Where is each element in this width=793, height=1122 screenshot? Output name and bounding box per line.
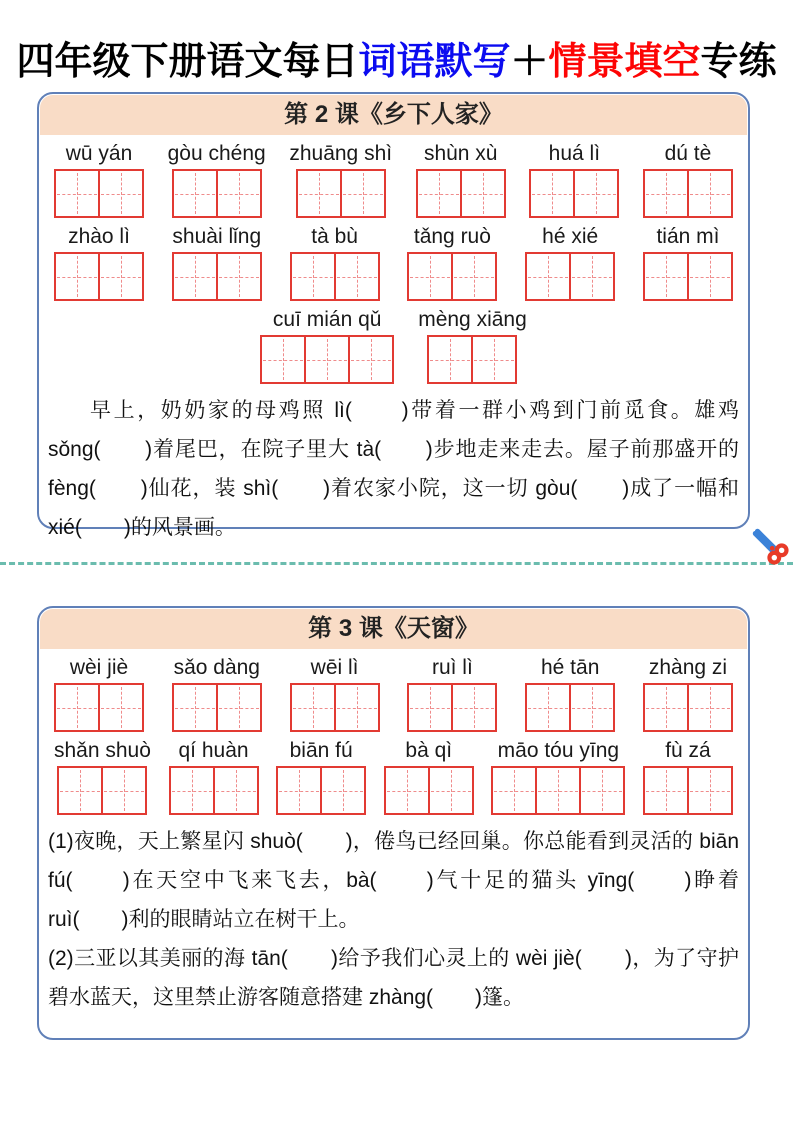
- pinyin-label: cuī mián qǔ: [272, 308, 382, 331]
- pinyin-label: biān fú: [289, 739, 353, 762]
- grid-cell: [407, 252, 453, 301]
- grid-cell: [451, 252, 497, 301]
- grid-cell: [54, 683, 100, 732]
- lesson-2-body: [39, 142, 748, 547]
- grid-cell: [172, 683, 218, 732]
- writing-grid: [384, 766, 474, 815]
- grid-cell: [643, 252, 689, 301]
- word-block: [407, 225, 497, 301]
- title-segment: 词语默写: [358, 41, 511, 83]
- word-block: [169, 739, 259, 815]
- grid-cell: [290, 683, 336, 732]
- title-segment: 四年级下册语文每日: [16, 41, 359, 83]
- writing-grid: [643, 169, 733, 218]
- word-block: [491, 739, 625, 815]
- pinyin-label: gòu chéng: [167, 142, 266, 165]
- grid-cell: [169, 766, 215, 815]
- grid-cell: [460, 169, 506, 218]
- lesson-3-header: 第 3 课《天窗》: [40, 609, 747, 649]
- pinyin-label: huá lì: [548, 142, 601, 165]
- writing-grid: [54, 252, 144, 301]
- writing-grid: [416, 169, 506, 218]
- pinyin-label: mèng xiāng: [418, 308, 527, 331]
- pinyin-label: ruì lì: [431, 656, 473, 679]
- pinyin-label: wū yán: [65, 142, 133, 165]
- word-block: [643, 739, 733, 815]
- grid-cell: [334, 252, 380, 301]
- title-segment: ＋: [510, 41, 549, 83]
- grid-cell: [304, 335, 350, 384]
- pinyin-label: sǎo dàng: [173, 656, 260, 679]
- grid-cell: [334, 683, 380, 732]
- grid-cell: [471, 335, 517, 384]
- scissors-icon: [747, 523, 789, 565]
- grid-cell: [643, 766, 689, 815]
- word-block: [643, 656, 733, 732]
- grid-cell: [687, 252, 733, 301]
- grid-cell: [529, 169, 575, 218]
- pinyin-label: tián mì: [656, 225, 720, 248]
- grid-cell: [384, 766, 430, 815]
- grid-cell: [348, 335, 394, 384]
- word-block: [54, 656, 144, 732]
- grid-cell: [535, 766, 581, 815]
- pinyin-label: dú tè: [664, 142, 712, 165]
- word-block: [407, 656, 497, 732]
- grid-cell: [643, 683, 689, 732]
- word-block: [172, 656, 262, 732]
- writing-grid: [525, 252, 615, 301]
- word-block: [384, 739, 474, 815]
- writing-grid: [172, 683, 262, 732]
- word-block: [416, 142, 506, 218]
- grid-cell: [54, 252, 100, 301]
- lesson-3-card: [37, 606, 750, 1040]
- writing-grid: [54, 169, 144, 218]
- pinyin-label: zhàng zi: [648, 656, 728, 679]
- pinyin-label: zhào lì: [68, 225, 130, 248]
- lesson-2-header: 第 2 课《乡下人家》: [40, 95, 747, 135]
- word-block: [643, 225, 733, 301]
- grid-cell: [260, 335, 306, 384]
- pinyin-label: fù zá: [665, 739, 711, 762]
- writing-grid: [290, 252, 380, 301]
- word-block: [290, 225, 380, 301]
- word-block: [172, 225, 262, 301]
- writing-grid: [54, 683, 144, 732]
- title-segment: 专练: [700, 41, 777, 83]
- grid-cell: [296, 169, 342, 218]
- word-block: [643, 142, 733, 218]
- grid-cell: [101, 766, 147, 815]
- grid-cell: [98, 252, 144, 301]
- grid-cell: [573, 169, 619, 218]
- writing-grid: [427, 335, 517, 384]
- writing-grid: [290, 683, 380, 732]
- grid-cell: [213, 766, 259, 815]
- pinyin-label: wēi lì: [310, 656, 359, 679]
- writing-grid: [172, 169, 262, 218]
- writing-grid: [643, 766, 733, 815]
- word-block: [54, 739, 151, 815]
- word-block: [289, 142, 392, 218]
- exercise-paragraphs: [39, 815, 748, 1017]
- word-row: [39, 739, 748, 815]
- word-block: [54, 142, 144, 218]
- pinyin-label: tà bù: [311, 225, 358, 248]
- grid-cell: [290, 252, 336, 301]
- pinyin-label: qí huàn: [178, 739, 249, 762]
- exercise-paragraphs: [39, 384, 748, 547]
- grid-cell: [54, 169, 100, 218]
- pinyin-label: tǎng ruò: [413, 225, 491, 248]
- pinyin-label: wèi jiè: [69, 656, 129, 679]
- grid-cell: [687, 683, 733, 732]
- writing-grid: [643, 252, 733, 301]
- exercise-text: (2)三亚以其美丽的海 tān( )给予我们心灵上的 wèi jiè( )，为了守护碧水蓝天，这里禁止游客随意搭建 zhàng( )篷。: [48, 947, 739, 1009]
- grid-cell: [216, 252, 262, 301]
- grid-cell: [276, 766, 322, 815]
- page-title: [0, 30, 793, 85]
- grid-cell: [216, 169, 262, 218]
- grid-cell: [98, 683, 144, 732]
- word-block: [525, 656, 615, 732]
- grid-cell: [569, 683, 615, 732]
- grid-cell: [643, 169, 689, 218]
- grid-cell: [98, 169, 144, 218]
- writing-grid: [296, 169, 386, 218]
- writing-grid: [525, 683, 615, 732]
- writing-grid: [491, 766, 625, 815]
- grid-cell: [320, 766, 366, 815]
- word-row: [39, 142, 748, 218]
- grid-cell: [451, 683, 497, 732]
- grid-cell: [172, 252, 218, 301]
- grid-cell: [687, 766, 733, 815]
- grid-cell: [427, 335, 473, 384]
- word-block: [260, 308, 394, 384]
- pinyin-label: māo tóu yīng: [497, 739, 620, 762]
- grid-cell: [407, 683, 453, 732]
- grid-cell: [525, 683, 571, 732]
- word-block: [54, 225, 144, 301]
- pinyin-label: shùn xù: [423, 142, 498, 165]
- lesson-2-card: [37, 92, 750, 539]
- grid-cell: [579, 766, 625, 815]
- word-row: [39, 656, 748, 732]
- word-block: [529, 142, 619, 218]
- grid-cell: [340, 169, 386, 218]
- grid-cell: [416, 169, 462, 218]
- word-row: [39, 225, 748, 301]
- writing-grid: [169, 766, 259, 815]
- word-block: [290, 656, 380, 732]
- writing-grid: [407, 252, 497, 301]
- word-row: [39, 308, 748, 384]
- cut-line-divider: [0, 562, 793, 565]
- pinyin-label: bà qì: [405, 739, 453, 762]
- exercise-text: (1)夜晚，天上繁星闪 shuò( )，倦鸟已经回巢。你总能看到灵活的 biān fú( )在天空中飞来飞去，bà( )气十足的猫头 yīng( )睁着 ruì( )利的眼睛站立在树干上。: [48, 830, 739, 931]
- grid-cell: [172, 169, 218, 218]
- word-block: [168, 142, 266, 218]
- pinyin-label: shǎn shuò: [54, 739, 151, 762]
- pinyin-label: hé xié: [542, 225, 599, 248]
- exercise-text: 早上，奶奶家的母鸡照 lì( )带着一群小鸡到门前觅食。雄鸡 sǒng( )着尾巴，在院子里大 tà( )步地走来走去。屋子前那盛开的 fèng( )仙花，装 shì( )着农家小院，这一切 gòu( )成了一幅和 xié( )的风景画。: [48, 399, 739, 539]
- lesson-3-body: [39, 656, 748, 1017]
- word-block: [418, 308, 527, 384]
- pinyin-label: shuài lǐng: [172, 225, 262, 248]
- grid-cell: [525, 252, 571, 301]
- grid-cell: [491, 766, 537, 815]
- writing-grid: [172, 252, 262, 301]
- grid-cell: [428, 766, 474, 815]
- word-block: [276, 739, 366, 815]
- word-block: [525, 225, 615, 301]
- writing-grid: [57, 766, 147, 815]
- writing-grid: [407, 683, 497, 732]
- grid-cell: [569, 252, 615, 301]
- writing-grid: [276, 766, 366, 815]
- pinyin-label: hé tān: [540, 656, 600, 679]
- grid-cell: [687, 169, 733, 218]
- writing-grid: [529, 169, 619, 218]
- writing-grid: [643, 683, 733, 732]
- grid-cell: [216, 683, 262, 732]
- grid-cell: [57, 766, 103, 815]
- title-segment: 情景填空: [548, 41, 701, 83]
- pinyin-label: zhuāng shì: [289, 142, 393, 165]
- writing-grid: [260, 335, 394, 384]
